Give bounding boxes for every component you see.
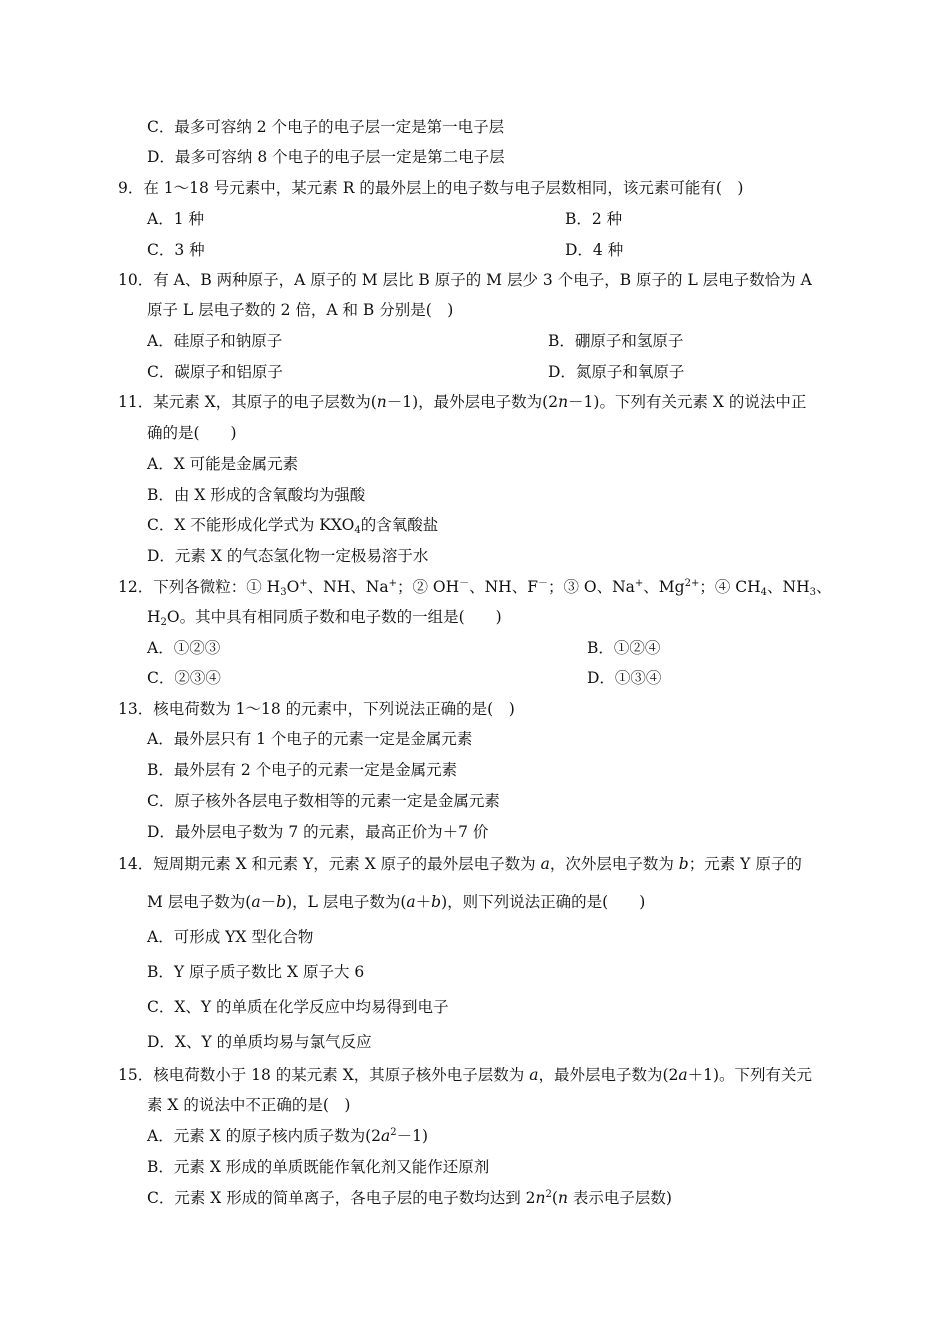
q12-stem-line1: 12．下列各微粒：① $H_3O^+$、NH、Na+；② OH－、NH、F－；③ O、Na+、$Mg^{2+}$；④ $CH_4$、$NH_3$、 <box>118 578 832 598</box>
q15-option-a: A．元素 X 的原子核内质子数为$(2a^2-1)$ <box>147 1127 429 1145</box>
q12-option-b: B．①②④ <box>587 639 661 657</box>
q11-option-c: C．X 不能形成化学式为 $KXO_4$的含氧酸盐 <box>147 516 439 536</box>
q14-stem-line2: M 层电子数为(a－b)，L 层电子数为(a＋b)，则下列说法正确的是( ) <box>147 893 646 911</box>
q14-option-a: A．可形成 YX 型化合物 <box>147 928 314 946</box>
q11-stem-line2: 确的是( ) <box>147 424 237 442</box>
q8-option-d: D．最多可容纳 8 个电子的电子层一定是第二电子层 <box>147 148 505 166</box>
q9-option-d: D．4 种 <box>565 241 624 259</box>
q11-option-b: B．由 X 形成的含氧酸均为强酸 <box>147 486 366 504</box>
q13-option-b: B．最外层有 2 个电子的元素一定是金属元素 <box>147 761 458 779</box>
q9-stem: 9．在 1～18 号元素中，某元素 R 的最外层上的电子数与电子层数相同，该元素可能有( ) <box>118 179 744 197</box>
q12-option-a: A．①②③ <box>147 639 221 657</box>
q11-option-d: D．元素 X 的气态氢化物一定极易溶于水 <box>147 547 429 565</box>
q8-option-c: C．最多可容纳 2 个电子的电子层一定是第一电子层 <box>147 118 505 136</box>
q10-stem-line1: 10．有 A、B 两种原子，A 原子的 M 层比 B 原子的 M 层少 3 个电子，B 原子的 L 层电子数恰为 A <box>118 271 812 289</box>
q12-option-c: C．②③④ <box>147 669 221 687</box>
q12-option-d: D．①③④ <box>587 669 662 687</box>
q15-stem-line2: 素 X 的说法中不正确的是( ) <box>147 1096 351 1114</box>
q11-stem-line1: 11．某元素 X，其原子的电子层数为(n－1)，最外层电子数为(2n－1)。下列有关元素 X 的说法中正 <box>118 393 807 411</box>
q14-option-d: D．X、Y 的单质均易与氯气反应 <box>147 1033 372 1051</box>
q9-option-c: C．3 种 <box>147 241 205 259</box>
q10-option-b: B．硼原子和氢原子 <box>548 332 684 350</box>
q11-option-a: A．X 可能是金属元素 <box>147 455 299 473</box>
q10-option-d: D．氮原子和氧原子 <box>548 363 685 381</box>
q10-option-a: A．硅原子和钠原子 <box>147 332 283 350</box>
q12-stem-line2: $H_2O$。其中具有相同质子数和电子数的一组是( ) <box>147 608 502 628</box>
q13-option-d: D．最外层电子数为 7 的元素，最高正价为＋7 价 <box>147 823 489 841</box>
q13-option-a: A．最外层只有 1 个电子的元素一定是金属元素 <box>147 730 473 748</box>
q9-option-b: B．2 种 <box>565 210 623 228</box>
q15-option-c: C．元素 X 形成的简单离子，各电子层的电子数均达到 $2n^2(n$ 表示电子层数) <box>147 1189 672 1207</box>
q9-option-a: A．1 种 <box>147 210 204 228</box>
q10-stem-line2: 原子 L 层电子数的 2 倍，A 和 B 分别是( ) <box>147 301 454 319</box>
q13-stem: 13．核电荷数为 1～18 的元素中，下列说法正确的是( ) <box>118 700 515 718</box>
q10-option-c: C．碳原子和铝原子 <box>147 363 283 381</box>
q14-stem-line1: 14．短周期元素 X 和元素 Y，元素 X 原子的最外层电子数为 a，次外层电子数为 b；元素 Y 原子的 <box>118 855 802 873</box>
q15-option-b: B．元素 X 形成的单质既能作氧化剂又能作还原剂 <box>147 1158 490 1176</box>
q14-option-b: B．Y 原子质子数比 X 原子大 6 <box>147 963 365 981</box>
q13-option-c: C．原子核外各层电子数相等的元素一定是金属元素 <box>147 792 500 810</box>
q14-option-c: C．X、Y 的单质在化学反应中均易得到电子 <box>147 998 449 1016</box>
q15-stem-line1: 15．核电荷数小于 18 的某元素 X，其原子核外电子层数为 a，最外层电子数为(2a＋1)。下列有关元 <box>118 1066 813 1084</box>
